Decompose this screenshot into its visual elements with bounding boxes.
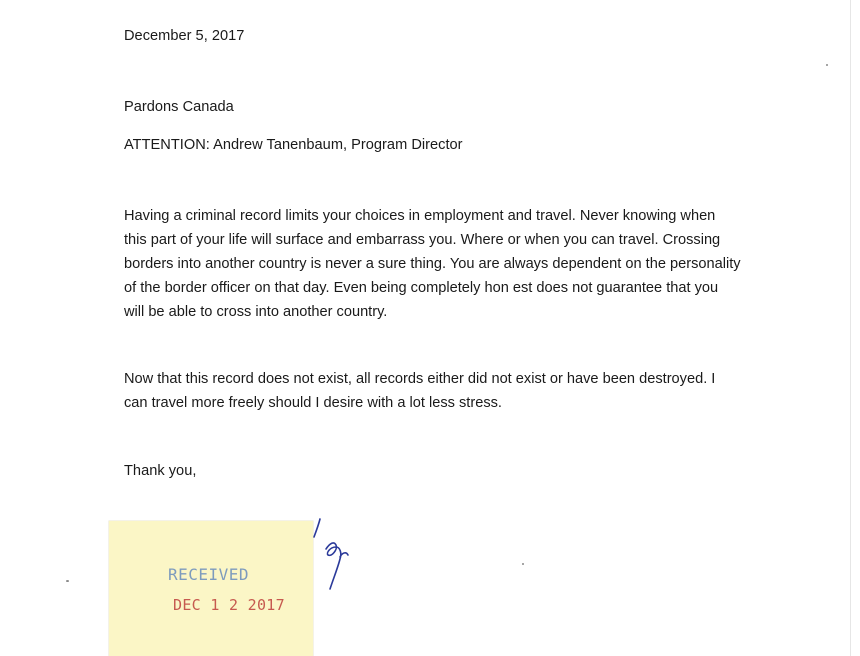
letter-date: December 5, 2017 [124, 28, 245, 44]
scan-speck [66, 580, 69, 582]
scan-speck [826, 64, 828, 66]
paragraph-line: can travel more freely should I desire with a lot less stress. [124, 395, 502, 411]
scan-speck [522, 563, 524, 565]
recipient-name: Pardons Canada [124, 99, 234, 115]
paragraph-line: will be able to cross into another country. [124, 304, 388, 320]
received-sticky-note [109, 521, 313, 656]
scan-edge [850, 0, 851, 656]
paragraph-line: this part of your life will surface and embarrass you. Where or when you can travel. Crossing [124, 232, 721, 248]
paragraph-line: of the border officer on that day. Even being completely hon est does not guarantee that you [124, 280, 719, 296]
received-stamp-date: DEC 1 2 2017 [173, 596, 285, 614]
paragraph-line: Now that this record does not exist, all records either did not exist or have been destroyed. I [124, 371, 716, 387]
closing-line: Thank you, [124, 463, 197, 479]
paragraph-line: Having a criminal record limits your choices in employment and travel. Never knowing when [124, 208, 716, 224]
received-stamp-label: RECEIVED [168, 565, 250, 584]
paragraph-line: borders into another country is never a sure thing. You are always dependent on the personality [124, 256, 741, 272]
body-paragraph-2 [124, 367, 715, 415]
attention-line: ATTENTION: Andrew Tanenbaum, Program Director [124, 137, 463, 153]
body-paragraph-1 [124, 204, 741, 324]
